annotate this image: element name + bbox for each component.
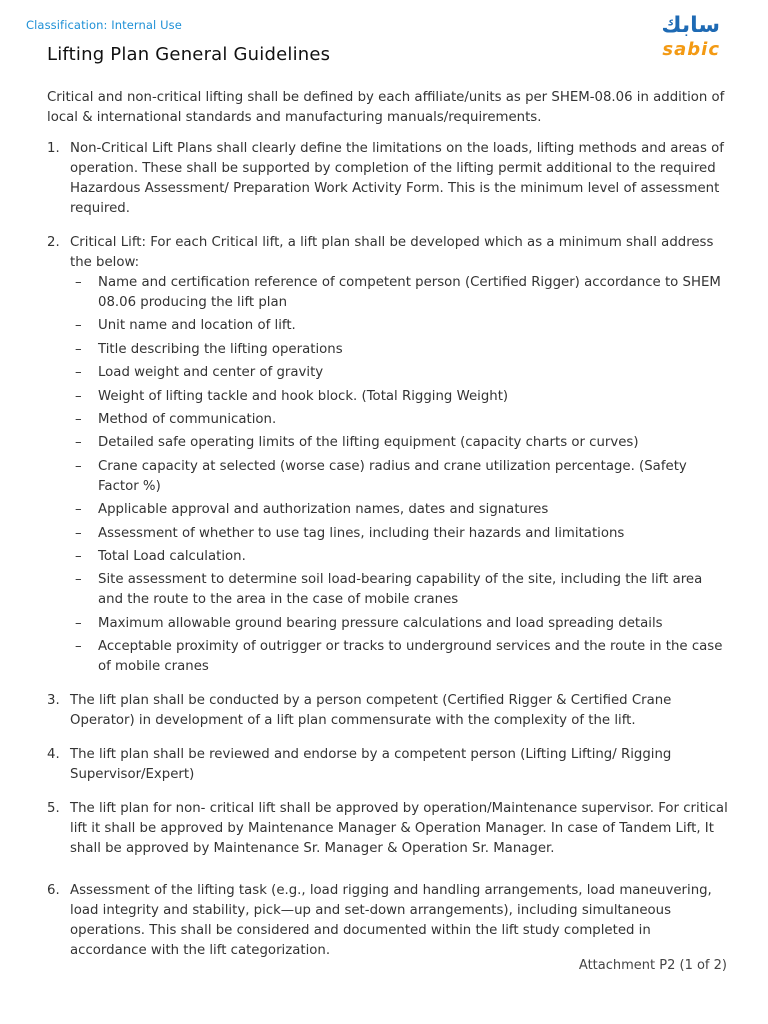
classification-label: Classification: Internal Use bbox=[26, 18, 182, 32]
sub-list-item bbox=[70, 410, 729, 430]
list-item-text: The lift plan for non- critical lift shall be approved by operation/Maintenance supervisor. For critical lift it shall be approved by Maintenance Manager & Operation Manager. In case of Tandem Lift, It shall be approved by Maintenance Sr. Manager & Operation Sr. Manager. bbox=[70, 801, 728, 857]
sub-list-item bbox=[70, 457, 729, 497]
sub-item-text: Load weight and center of gravity bbox=[98, 365, 324, 381]
dash-bullet: – bbox=[75, 572, 82, 588]
dash-bullet: – bbox=[75, 365, 82, 381]
dash-bullet: – bbox=[75, 388, 82, 404]
list-item-text: The lift plan shall be reviewed and endorse by a competent person (Lifting Lifting/ Rigging Supervisor/Expert) bbox=[70, 747, 672, 783]
list-number: 4. bbox=[47, 747, 60, 763]
list-item-text: Assessment of the lifting task (e.g., load rigging and handling arrangements, load maneuvering, load integrity and stability, pick—up and set-down arrangements), including simultaneous operations. This shall be considered and documented within the lift study completed in accordance with the lift categorization. bbox=[70, 883, 712, 959]
sub-list-item bbox=[70, 614, 729, 634]
dash-bullet: – bbox=[75, 458, 82, 474]
dash-bullet: – bbox=[75, 502, 82, 518]
sub-list-item bbox=[70, 316, 729, 336]
sabic-logo bbox=[630, 14, 726, 64]
sub-item-text: Name and certification reference of competent person (Certified Rigger) accordance to SHEM 08.06 producing the lift plan bbox=[98, 275, 721, 310]
sub-item-text: Detailed safe operating limits of the lifting equipment (capacity charts or curves) bbox=[98, 435, 639, 451]
sub-item-text: Method of communication. bbox=[98, 411, 277, 427]
sub-list-item bbox=[70, 500, 729, 520]
list-item-2 bbox=[47, 233, 729, 677]
dash-bullet: – bbox=[75, 615, 82, 631]
intro-paragraph: Critical and non-critical lifting shall be defined by each affiliate/units as per SHEM-08.06 in addition of local & international standards and manufacturing manuals/requirements. bbox=[47, 90, 725, 125]
dash-bullet: – bbox=[75, 318, 82, 334]
dash-bullet: – bbox=[75, 548, 82, 564]
sub-item-text: Crane capacity at selected (worse case) radius and crane utilization percentage. (Safety Factor %) bbox=[98, 458, 687, 494]
sub-list-item bbox=[70, 570, 729, 610]
dash-bullet: – bbox=[75, 435, 82, 451]
document-body bbox=[47, 88, 729, 975]
sub-item-text: Acceptable proximity of outrigger or tracks to underground services and the route in the case of mobile cranes bbox=[98, 639, 723, 675]
sub-list-item bbox=[70, 387, 729, 407]
page-title: Lifting Plan General Guidelines bbox=[47, 44, 331, 65]
dash-bullet: – bbox=[75, 411, 82, 427]
list-item-text: Non-Critical Lift Plans shall clearly define the limitations on the loads, lifting methods and areas of operation. These shall be supported by completion of the lifting permit additional to the required Hazardous Assessment/ Preparation Work Activity Form. This is the minimum level of assessment required. bbox=[70, 141, 724, 216]
sub-item-text: Weight of lifting tackle and hook block. (Total Rigging Weight) bbox=[98, 388, 509, 404]
dash-bullet: – bbox=[75, 525, 82, 541]
attachment-footer: Attachment P2 (1 of 2) bbox=[578, 958, 727, 973]
dash-bullet: – bbox=[75, 639, 82, 655]
dash-bullet: – bbox=[75, 275, 82, 290]
list-number: 6. bbox=[47, 883, 60, 899]
sub-list-item bbox=[70, 524, 729, 544]
sub-list-item bbox=[70, 547, 729, 567]
sub-list-item bbox=[70, 433, 729, 453]
logo-arabic-text: سابك bbox=[661, 13, 720, 38]
sub-item-text: Title describing the lifting operations bbox=[98, 341, 343, 357]
list-item-4 bbox=[47, 745, 729, 785]
list-item-text: Critical Lift: For each Critical lift, a lift plan shall be developed which as a minimum shall address the below: bbox=[70, 235, 714, 270]
list-number: 1. bbox=[47, 141, 60, 156]
sub-list-item bbox=[70, 340, 729, 360]
sub-item-text: Site assessment to determine soil load-bearing capability of the site, including the lift area and the route to the area in the case of mobile cranes bbox=[98, 572, 703, 608]
list-number: 5. bbox=[47, 801, 60, 817]
critical-lift-requirements bbox=[70, 273, 729, 677]
logo-latin-text: sabic bbox=[662, 39, 720, 60]
list-number: 2. bbox=[47, 235, 60, 250]
sub-item-text: Maximum allowable ground bearing pressure calculations and load spreading details bbox=[98, 615, 663, 631]
sub-item-text: Applicable approval and authorization names, dates and signatures bbox=[98, 502, 549, 518]
list-item-text: The lift plan shall be conducted by a person competent (Certified Rigger & Certified Crane Operator) in development of a lift plan commensurate with the complexity of the lift. bbox=[70, 693, 672, 729]
sub-list-item bbox=[70, 363, 729, 383]
sub-list-item bbox=[70, 637, 729, 677]
list-item-3 bbox=[47, 691, 729, 731]
dash-bullet: – bbox=[75, 341, 82, 357]
list-item-6 bbox=[47, 881, 729, 961]
list-item-5 bbox=[47, 799, 729, 859]
list-item-1 bbox=[47, 139, 729, 219]
sub-list-item bbox=[70, 273, 729, 313]
sub-item-text: Unit name and location of lift. bbox=[98, 318, 296, 334]
list-number: 3. bbox=[47, 693, 60, 709]
sub-item-text: Assessment of whether to use tag lines, including their hazards and limitations bbox=[98, 525, 625, 541]
sub-item-text: Total Load calculation. bbox=[98, 548, 246, 564]
